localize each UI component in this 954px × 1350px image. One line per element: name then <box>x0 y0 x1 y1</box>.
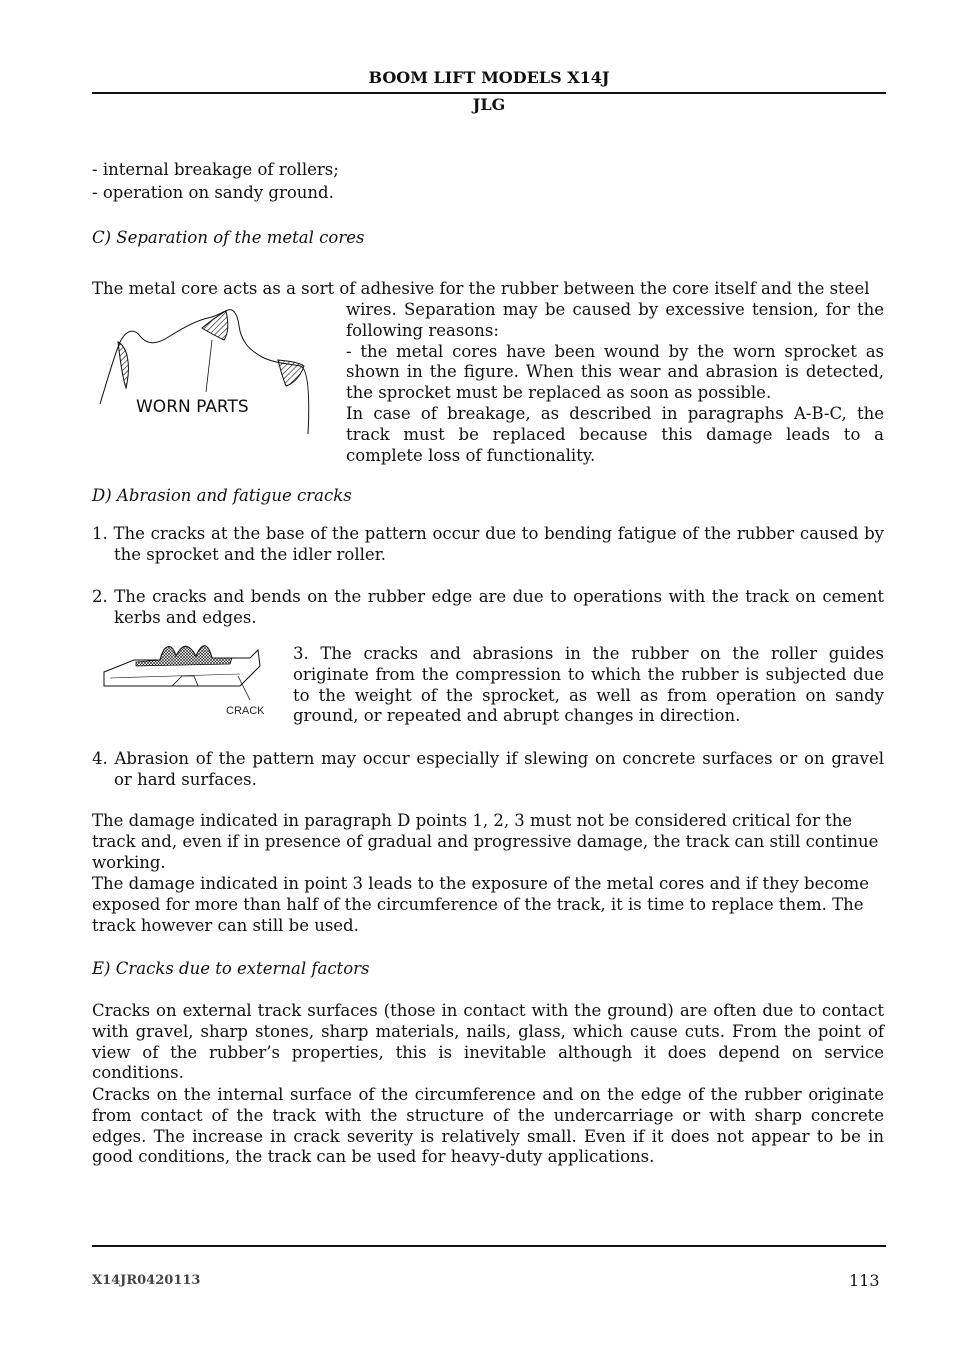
section-d-heading: D) Abrasion and fatigue cracks <box>92 486 352 505</box>
section-e-paragraph-2: Cracks on the internal surface of the circumference and on the edge of the rubber originate from contact of the track with the structure of the undercarriage or with sharp concrete edges. The increase in crack severity is relatively small. Even if it does not appear to be in good conditions, the track can be used for heavy-duty applications. <box>92 1085 884 1167</box>
worn-parts-label: WORN PARTS <box>136 397 249 417</box>
crack-figure <box>100 636 272 720</box>
intro-item: - operation on sandy ground. <box>92 183 334 202</box>
section-c-side-text <box>346 300 884 466</box>
section-d-item-3: 3. The cracks and abrasions in the rubber on the roller guides originate from the compression to which the rubber is subjected due to the weight of the sprocket, as well as from operation on sandy ground, or repeated and abrupt changes in direction. <box>293 644 884 726</box>
section-c-bullet: - the metal cores have been wound by the worn sprocket as shown in the figure. When this wear and abrasion is detected, the sprocket must be replaced as soon as possible. <box>346 341 884 403</box>
section-c-heading: C) Separation of the metal cores <box>92 228 365 247</box>
page-header-brand: JLG <box>472 95 506 114</box>
section-c-first-line: The metal core acts as a sort of adhesive for the rubber between the core itself and the steel <box>92 279 870 298</box>
header-divider <box>92 92 886 94</box>
page-header-title: BOOM LIFT MODELS X14J <box>368 68 610 87</box>
section-d-item-1: 1. The cracks at the base of the pattern occur due to bending fatigue of the rubber caused by the sprocket and the idler roller. <box>92 524 884 564</box>
section-c-intro: wires. Separation may be caused by excessive tension, for the following reasons: <box>346 300 884 340</box>
worn-parts-figure <box>96 306 322 436</box>
section-d-paragraph-1: The damage indicated in paragraph D points 1, 2, 3 must not be considered critical for the track and, even if in presence of gradual and progressive damage, the track can still continue working. <box>92 811 879 872</box>
intro-item: - internal breakage of rollers; <box>92 160 339 179</box>
section-d-item-4: 4. Abrasion of the pattern may occur especially if slewing on concrete surfaces or on gravel or hard surfaces. <box>92 749 884 789</box>
footer-divider <box>92 1245 886 1247</box>
page-number: 113 <box>849 1271 880 1290</box>
section-e-heading: E) Cracks due to external factors <box>92 959 370 978</box>
section-d-item-2: 2. The cracks and bends on the rubber edge are due to operations with the track on cement kerbs and edges. <box>92 587 884 627</box>
section-c-conclusion: In case of breakage, as described in paragraphs A-B-C, the track must be replaced because this damage leads to a complete loss of functionality. <box>346 403 884 465</box>
section-e-paragraph-1: Cracks on external track surfaces (those in contact with the ground) are often due to contact with gravel, sharp stones, sharp materials, nails, glass, which cause cuts. From the point of view of the rubber’s properties, this is inevitable although it does depend on service conditions. <box>92 1001 884 1083</box>
document-code: X14JR0420113 <box>92 1273 201 1288</box>
section-d-paragraph-2: The damage indicated in point 3 leads to the exposure of the metal cores and if they become exposed for more than half of the circumference of the track, it is time to replace them. The track however can still be used. <box>92 874 869 935</box>
crack-label: CRACK <box>226 705 265 717</box>
